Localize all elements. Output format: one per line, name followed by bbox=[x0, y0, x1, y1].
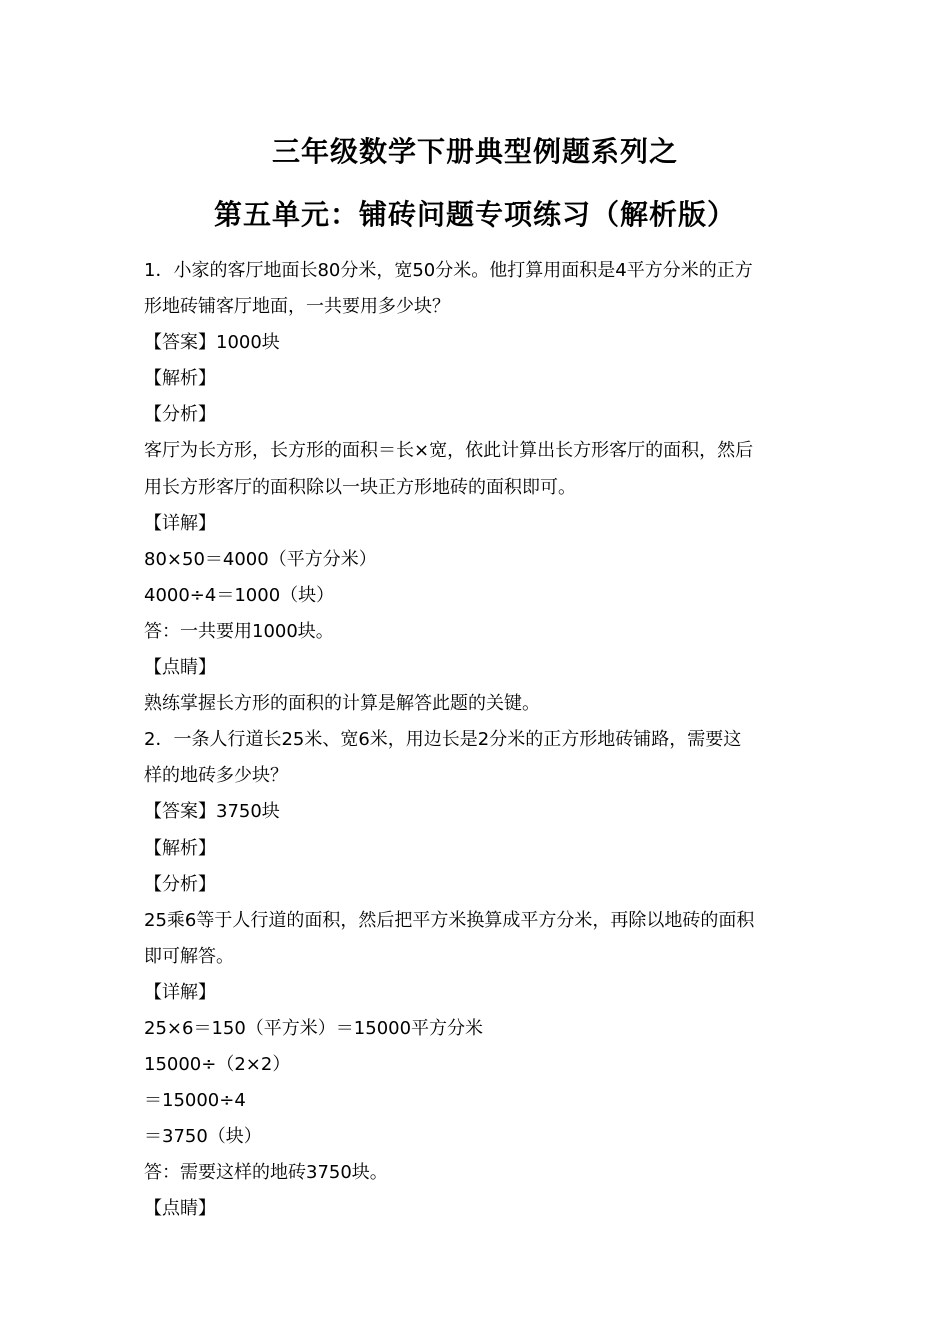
key-point-heading-2: 【点睛】 bbox=[144, 1198, 216, 1220]
key-point-text-1: 熟练掌握长方形的面积的计算是解答此题的关键。 bbox=[144, 693, 540, 715]
document-subtitle: 第五单元：铺砖问题专项练习（解析版） bbox=[213, 198, 736, 231]
calc-line: ＝15000÷4 bbox=[144, 1090, 246, 1112]
answer-2: 【答案】3750块 bbox=[144, 801, 280, 823]
calc-line: 80×50＝4000（平方分米） bbox=[144, 548, 377, 570]
fenxi-text-2: 25乘6等于人行道的面积，然后把平方米换算成平方分米，再除以地砖的面积 bbox=[144, 909, 755, 931]
question-1-text: 1．小家的客厅地面长80分米，宽50分米。他打算用面积是4平方分米的正方 bbox=[144, 260, 753, 281]
analysis-heading-1: 【解析】 bbox=[144, 368, 216, 390]
final-answer-2: 答：需要这样的地砖3750块。 bbox=[144, 1162, 388, 1184]
calc-line: 4000÷4＝1000（块） bbox=[144, 584, 335, 606]
document-body bbox=[144, 253, 814, 1228]
fenxi-heading-1: 【分析】 bbox=[144, 404, 216, 426]
fenxi-text-1-cont: 用长方形客厅的面积除以一块正方形地砖的面积即可。 bbox=[144, 476, 576, 498]
detail-heading-2: 【详解】 bbox=[144, 981, 216, 1003]
fenxi-text-2-cont: 即可解答。 bbox=[144, 945, 234, 967]
document-title: 三年级数学下册典型例题系列之 bbox=[271, 135, 678, 168]
question-2-text-cont: 样的地砖多少块？ bbox=[144, 765, 288, 787]
calc-line: 25×6＝150（平方米）＝15000平方分米 bbox=[144, 1017, 484, 1039]
fenxi-heading-2: 【分析】 bbox=[144, 873, 216, 895]
detail-heading-1: 【详解】 bbox=[144, 512, 216, 534]
analysis-heading-2: 【解析】 bbox=[144, 837, 216, 859]
final-answer-1: 答：一共要用1000块。 bbox=[144, 620, 334, 642]
key-point-heading-1: 【点睛】 bbox=[144, 657, 216, 679]
calc-line: ＝3750（块） bbox=[144, 1126, 262, 1148]
fenxi-text-1: 客厅为长方形，长方形的面积＝长×宽，依此计算出长方形客厅的面积，然后 bbox=[144, 440, 754, 462]
question-1-text-cont: 形地砖铺客厅地面，一共要用多少块？ bbox=[144, 296, 450, 318]
answer-1: 【答案】1000块 bbox=[144, 332, 280, 354]
calc-line: 15000÷（2×2） bbox=[144, 1054, 291, 1076]
question-2-text: 2．一条人行道长25米、宽6米，用边长是2分米的正方形地砖铺路，需要这 bbox=[144, 729, 742, 751]
